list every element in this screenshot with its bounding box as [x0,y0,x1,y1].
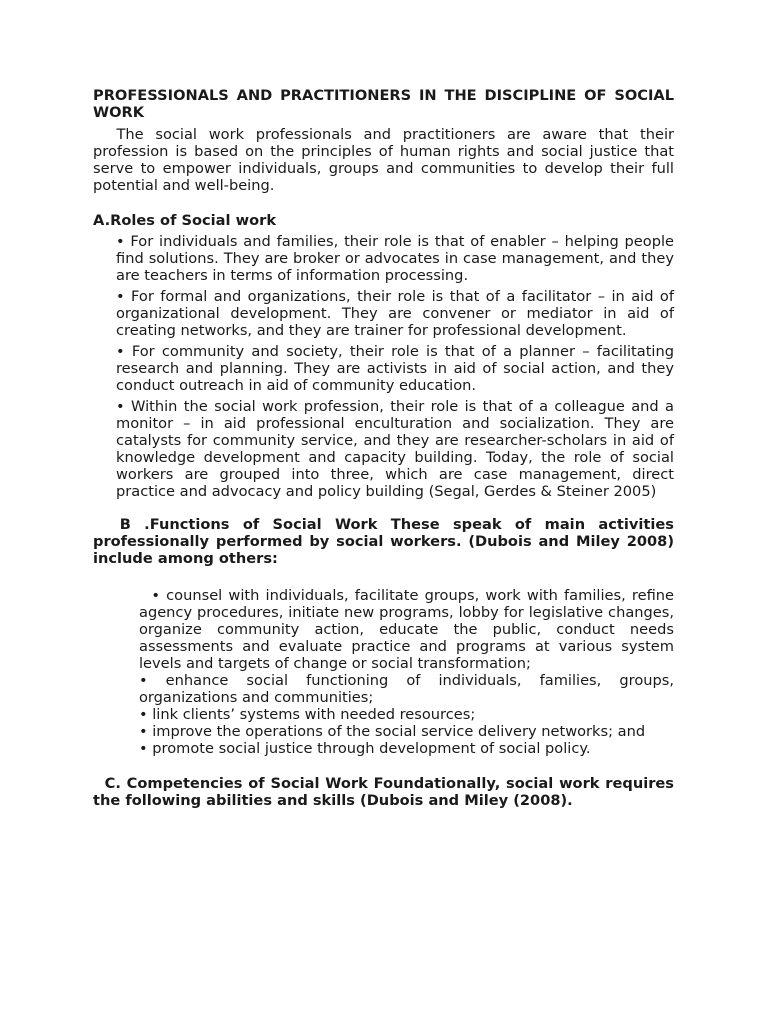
roles-item: • For community and society, their role is that of a planner – facilitating research and planning. They are activists in aid of social action, and they conduct outreach in aid of community education. [116,343,674,394]
intro-paragraph: The social work professionals and practitioners are aware that their profession is based on the principles of human rights and social justice that serve to empower individuals, groups and communities to develop their full potential and well-being. [93,126,674,194]
roles-item: • Within the social work profession, their role is that of a colleague and a monitor – in aid professional enculturation and socialization. They are catalysts for community service, and they are researcher-scholars in aid of knowledge development and capacity building. Today, the role of social workers are grouped into three, which are case management, direct practice and advocacy and policy building (Segal, Gerdes & Steiner 2005) [116,398,674,500]
document-page [93,87,674,809]
functions-item: • enhance social functioning of individuals, families, groups, organizations and communities; [139,672,674,706]
roles-item: • For individuals and families, their role is that of enabler – helping people find solutions. They are broker or advocates in case management, and they are teachers in terms of information processing. [116,233,674,284]
functions-item: • promote social justice through development of social policy. [139,740,591,757]
functions-item: • link clients’ systems with needed resources; [139,706,476,723]
roles-heading: A.Roles of Social work [93,212,277,229]
document-title: PROFESSIONALS AND PRACTITIONERS IN THE DISCIPLINE OF SOCIAL WORK [93,87,674,121]
functions-item: • counsel with individuals, facilitate groups, work with families, refine agency procedures, initiate new programs, lobby for legislative changes, organize community action, educate the public, conduct needs assessments and evaluate practice and programs at various system levels and targets of change or social transformation; [139,587,674,672]
roles-list [116,233,674,500]
roles-item: • For formal and organizations, their role is that of a facilitator – in aid of organizational development. They are convener or mediator in aid of creating networks, and they are trainer for professional development. [116,288,674,339]
functions-list [139,587,674,757]
functions-item: • improve the operations of the social service delivery networks; and [139,723,646,740]
functions-heading: B .Functions of Social Work These speak of main activities professionally performed by social workers. (Dubois and Miley 2008) include among others: [93,516,674,567]
competencies-heading: C. Competencies of Social Work Foundationally, social work requires the following abilities and skills (Dubois and Miley (2008). [93,775,674,809]
